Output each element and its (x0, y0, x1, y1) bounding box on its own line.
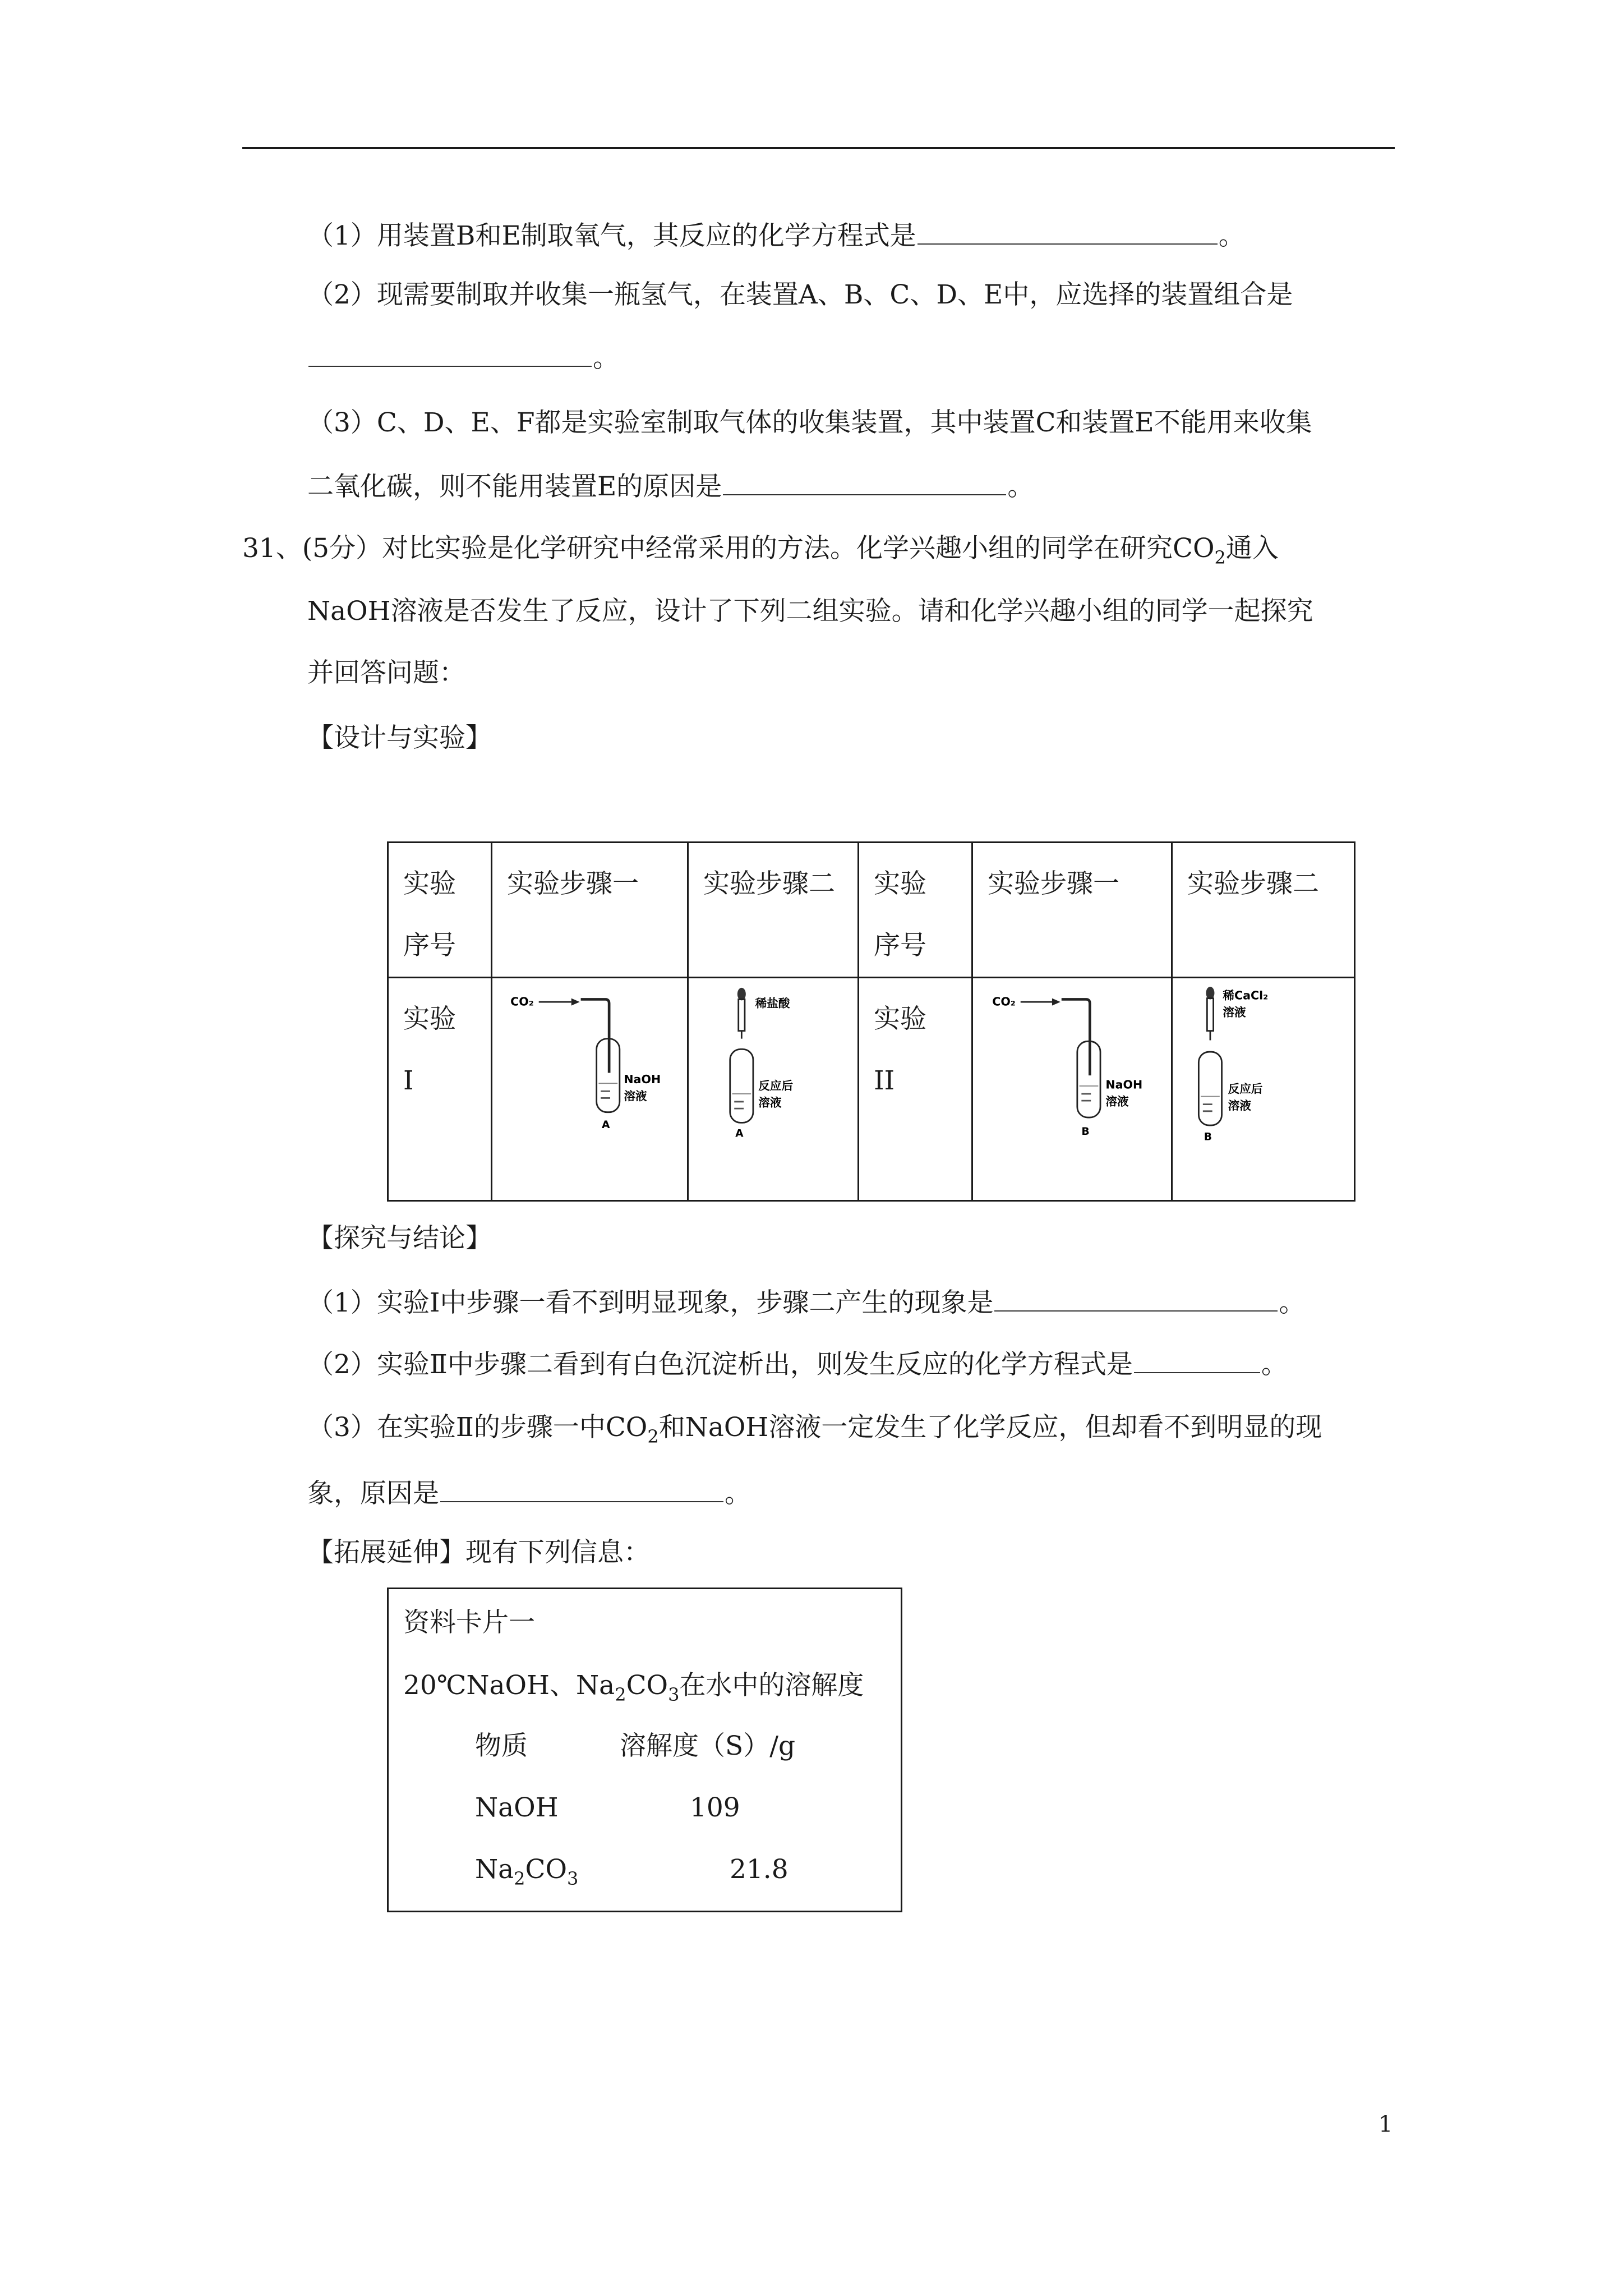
svg-text:溶液: 溶液 (1105, 1094, 1129, 1108)
add-cacl2-tube-b-icon (1173, 978, 1354, 1200)
answer-blank[interactable] (1134, 1346, 1260, 1373)
conclusion-heading: 【探究与结论】 (307, 1223, 492, 1254)
answer-blank[interactable] (308, 340, 592, 367)
conclusion-3-cont: 象，原因是 。 (307, 1475, 751, 1511)
svg-text:NaOH: NaOH (1105, 1078, 1143, 1092)
q30-part3-cont: 二氧化碳，则不能用装置E的原因是 。 (307, 468, 1034, 504)
exp1-step1-figure (492, 978, 688, 1201)
q31-intro: 31、(5分）对比实验是化学研究中经常采用的方法。化学兴趣小组的同学在研究$CO_2$通入 (242, 533, 1279, 568)
exp2-step1-figure (972, 978, 1172, 1201)
card-subtitle: 20℃NaOH、$Na_2CO_3$在水中的溶解度 (403, 1670, 864, 1705)
card-title: 资料卡片一 (403, 1607, 535, 1638)
header-step1-1: 实验步骤一 (492, 843, 688, 978)
co2-into-naoh-tube-b-icon (973, 978, 1171, 1200)
q30-part3: （3）C、D、E、F都是实验室制取气体的收集装置，其中装置C和装置E不能用来收集 (307, 407, 1312, 438)
q31-intro-line2: NaOH溶液是否发生了反应，设计了下列二组实验。请和化学兴趣小组的同学一起探究 (307, 596, 1313, 627)
svg-text:CO₂: CO₂ (992, 995, 1016, 1009)
svg-text:CO₂: CO₂ (510, 995, 534, 1009)
svg-text:NaOH: NaOH (624, 1073, 661, 1087)
svg-text:溶液: 溶液 (1228, 1099, 1251, 1113)
svg-text:稀盐酸: 稀盐酸 (755, 996, 790, 1010)
experiment-1-label: 实验 I (388, 978, 492, 1201)
add-hcl-tube-a-icon (689, 978, 857, 1200)
conclusion-3: （3）在实验Ⅱ的步骤一中$CO_2$和NaOH溶液一定发生了化学反应，但却看不到明显的现 (307, 1412, 1322, 1447)
answer-blank[interactable] (723, 468, 1006, 495)
card-row1-name: NaOH (475, 1792, 559, 1823)
header-seq-2: 实验 序号 (859, 843, 972, 978)
svg-text:B: B (1081, 1125, 1090, 1138)
q30-part2-cont: 。 (307, 340, 619, 375)
header-seq-1: 实验 序号 (388, 843, 492, 978)
svg-text:溶液: 溶液 (624, 1089, 647, 1103)
svg-text:反应后: 反应后 (1228, 1082, 1263, 1096)
conclusion-1: （1）实验Ⅰ中步骤一看不到明显现象，步骤二产生的现象是 。 (307, 1285, 1305, 1320)
svg-text:反应后: 反应后 (758, 1079, 794, 1093)
svg-text:A: A (735, 1128, 744, 1140)
svg-text:稀CaCl₂: 稀CaCl₂ (1223, 988, 1269, 1002)
card-col-solubility: 溶解度（S）/g (620, 1731, 796, 1761)
experiment-table (387, 841, 1355, 1202)
svg-text:溶液: 溶液 (1223, 1005, 1246, 1019)
answer-blank[interactable] (994, 1285, 1278, 1312)
exp1-step2-figure (688, 978, 859, 1201)
svg-text:B: B (1204, 1131, 1212, 1143)
card-row1-value: 109 (690, 1792, 740, 1823)
extension-heading: 【拓展延伸】现有下列信息： (307, 1537, 650, 1568)
info-card (387, 1588, 902, 1912)
answer-blank[interactable] (917, 218, 1218, 245)
answer-blank[interactable] (440, 1475, 723, 1502)
header-step2-2: 实验步骤二 (1172, 843, 1355, 978)
q31-intro-line3: 并回答问题： (307, 657, 465, 688)
experiment-2-label: 实验 II (859, 978, 972, 1201)
co2-into-naoh-tube-a-icon (492, 978, 687, 1200)
card-col-substance: 物质 (475, 1731, 528, 1761)
conclusion-2: （2）实验Ⅱ中步骤二看到有白色沉淀析出，则发生反应的化学方程式是 。 (307, 1346, 1288, 1382)
svg-text:溶液: 溶液 (758, 1096, 782, 1110)
q30-part2: （2）现需要制取并收集一瓶氢气，在装置A、B、C、D、E中，应选择的装置组合是 (307, 279, 1293, 310)
exp2-step2-figure (1172, 978, 1355, 1201)
page-number: 1 (1378, 2111, 1393, 2137)
card-row2-name: $Na_2CO_3$ (475, 1854, 579, 1889)
design-heading: 【设计与实验】 (307, 723, 492, 753)
header-step2-1: 实验步骤二 (688, 843, 859, 978)
header-step1-2: 实验步骤一 (972, 843, 1172, 978)
svg-text:A: A (602, 1119, 610, 1131)
header-rule (242, 147, 1395, 149)
q30-part1: （1）用装置B和E制取氧气，其反应的化学方程式是 。 (307, 218, 1245, 253)
card-row2-value: 21.8 (730, 1854, 789, 1885)
